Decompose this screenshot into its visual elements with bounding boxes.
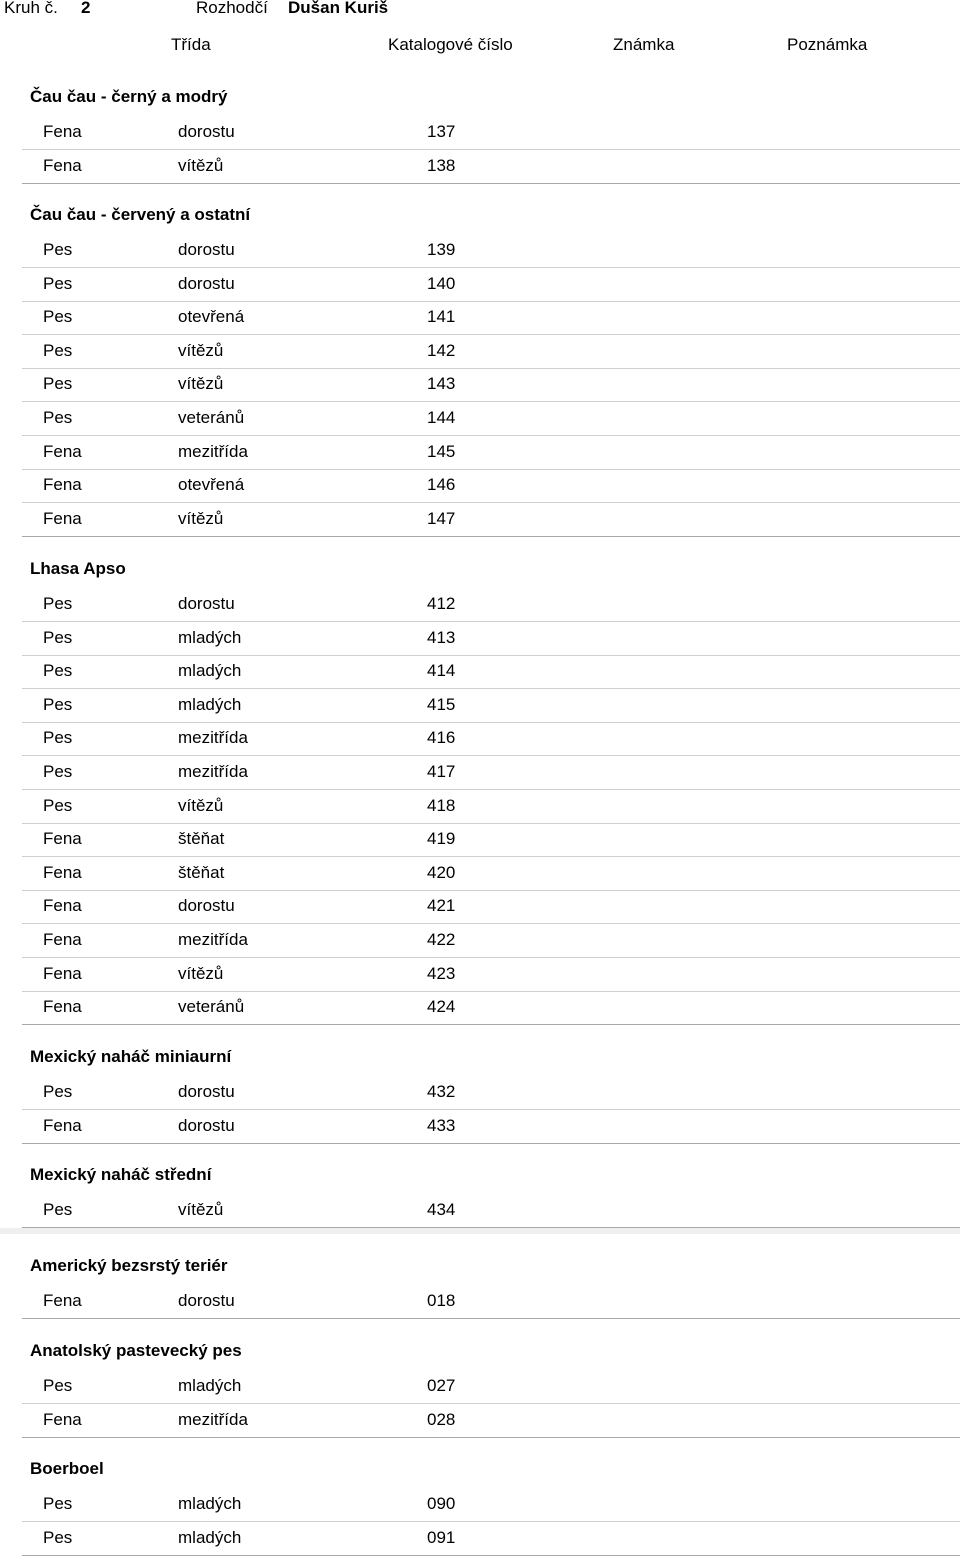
table-row <box>22 301 960 335</box>
entry-number: 433 <box>427 1115 456 1135</box>
entry-number: 028 <box>427 1409 456 1429</box>
entry-sex: Fena <box>43 441 82 461</box>
entry-class: mladých <box>178 1376 242 1395</box>
entry-sex: Fena <box>43 829 82 849</box>
entry-class: dorostu <box>178 240 235 259</box>
entry-sex: Pes <box>43 627 73 647</box>
table-row <box>22 790 960 824</box>
entry-class: dorostu <box>178 1115 235 1135</box>
entry-number: 143 <box>427 374 456 394</box>
entry-number: 144 <box>427 408 456 427</box>
breed-title: Anatolský pastevecký pes <box>30 1341 242 1360</box>
entry-sex: Pes <box>43 694 73 714</box>
column-catalog-number: Katalogové číslo <box>388 35 513 54</box>
entry-class: dorostu <box>178 1082 235 1101</box>
entry-class: mladých <box>178 1527 242 1547</box>
column-class: Třída <box>171 35 211 54</box>
entry-class: veteránů <box>178 408 245 427</box>
entry-number: 417 <box>427 762 456 781</box>
entry-number: 145 <box>427 441 456 461</box>
table-row <box>22 1522 960 1556</box>
entry-class: veteránů <box>178 997 245 1017</box>
table-row <box>22 1404 960 1438</box>
entry-class: mezitřída <box>178 762 248 781</box>
entry-class: mezitřída <box>178 1409 248 1429</box>
entry-number: 146 <box>427 475 456 495</box>
page-header <box>0 0 960 22</box>
entry-sex: Pes <box>43 307 73 327</box>
entry-class: otevřená <box>178 475 245 495</box>
entry-sex: Pes <box>43 374 73 394</box>
entry-number: 420 <box>427 862 456 882</box>
entry-class: vítězů <box>178 795 224 815</box>
entry-number: 432 <box>427 1082 456 1101</box>
entry-sex: Pes <box>43 340 73 360</box>
ring-number: 2 <box>81 0 91 17</box>
entry-sex: Pes <box>43 661 73 681</box>
entry-class: vítězů <box>178 155 224 175</box>
entry-class: mladých <box>178 627 242 647</box>
table-row <box>22 958 960 992</box>
entry-sex: Fena <box>43 122 82 141</box>
entry-sex: Pes <box>43 728 73 748</box>
entry-number: 140 <box>427 273 456 293</box>
entry-sex: Fena <box>43 963 82 983</box>
column-headers <box>0 35 960 57</box>
entry-sex: Pes <box>43 408 73 427</box>
breed-title: Boerboel <box>30 1459 104 1478</box>
page-break-band <box>0 1228 960 1234</box>
entry-number: 422 <box>427 930 456 949</box>
entry-number: 137 <box>427 122 456 141</box>
entry-class: dorostu <box>178 122 235 141</box>
table-row <box>22 1194 960 1228</box>
entry-number: 027 <box>427 1376 456 1395</box>
table-row <box>22 368 960 402</box>
entry-number: 142 <box>427 340 456 360</box>
entry-number: 139 <box>427 240 456 259</box>
entry-class: mezitřída <box>178 930 248 949</box>
table-row <box>22 436 960 470</box>
entry-number: 414 <box>427 661 456 681</box>
column-grade: Známka <box>613 35 675 54</box>
table-row <box>22 234 960 268</box>
entry-class: dorostu <box>178 273 235 293</box>
entry-number: 434 <box>427 1200 456 1219</box>
table-row <box>22 857 960 891</box>
entry-number: 090 <box>427 1494 456 1513</box>
entry-class: štěňat <box>178 829 225 849</box>
entry-sex: Fena <box>43 1291 82 1310</box>
table-row <box>22 588 960 622</box>
table-row <box>22 335 960 369</box>
table-row <box>22 116 960 150</box>
entry-number: 423 <box>427 963 456 983</box>
table-row <box>22 689 960 723</box>
entry-number: 418 <box>427 795 456 815</box>
table-row <box>22 1110 960 1144</box>
entry-class: vítězů <box>178 1200 224 1219</box>
table-row <box>22 503 960 537</box>
entry-number: 141 <box>427 307 456 327</box>
entry-sex: Fena <box>43 475 82 495</box>
entry-sex: Pes <box>43 240 73 259</box>
table-row <box>22 622 960 656</box>
table-row <box>22 1488 960 1522</box>
entry-sex: Pes <box>43 273 73 293</box>
entry-number: 419 <box>427 829 456 849</box>
table-row <box>22 1285 960 1319</box>
table-row <box>22 469 960 503</box>
table-row <box>22 890 960 924</box>
table-row <box>22 150 960 184</box>
table-row <box>22 1370 960 1404</box>
entry-sex: Fena <box>43 155 82 175</box>
entry-class: vítězů <box>178 340 224 360</box>
entry-sex: Fena <box>43 862 82 882</box>
entry-class: vítězů <box>178 374 224 394</box>
entry-number: 412 <box>427 594 456 613</box>
entry-class: vítězů <box>178 963 224 983</box>
judge-label: Rozhodčí <box>196 0 268 17</box>
entry-sex: Pes <box>43 762 73 781</box>
entry-number: 415 <box>427 694 456 714</box>
entry-sex: Pes <box>43 1200 73 1219</box>
entry-number: 018 <box>427 1291 456 1310</box>
entry-class: mladých <box>178 1494 242 1513</box>
entry-sex: Pes <box>43 1376 73 1395</box>
table-row <box>22 268 960 302</box>
entry-class: dorostu <box>178 1291 235 1310</box>
entry-sex: Fena <box>43 896 82 916</box>
entry-sex: Pes <box>43 795 73 815</box>
entry-class: mezitřída <box>178 441 248 461</box>
entry-number: 091 <box>427 1527 456 1547</box>
table-row <box>22 924 960 958</box>
table-row <box>22 655 960 689</box>
entry-class: štěňat <box>178 862 225 882</box>
entry-class: mladých <box>178 661 242 681</box>
breed-title: Mexický naháč střední <box>30 1165 212 1184</box>
entry-sex: Pes <box>43 1527 73 1547</box>
entry-sex: Fena <box>43 1409 82 1429</box>
entry-number: 413 <box>427 627 456 647</box>
table-row <box>22 1076 960 1110</box>
entry-class: mladých <box>178 694 242 714</box>
entry-number: 416 <box>427 728 456 748</box>
entry-sex: Pes <box>43 594 73 613</box>
column-note: Poznámka <box>787 35 868 54</box>
entry-number: 147 <box>427 508 456 528</box>
entry-class: otevřená <box>178 307 245 327</box>
entry-number: 424 <box>427 997 456 1017</box>
entry-class: mezitřída <box>178 728 248 748</box>
table-row <box>22 991 960 1025</box>
entry-sex: Fena <box>43 930 82 949</box>
breed-title: Čau čau - černý a modrý <box>30 87 228 106</box>
breed-title: Lhasa Apso <box>30 559 126 578</box>
entry-number: 421 <box>427 896 456 916</box>
table-row <box>22 823 960 857</box>
table-row <box>22 722 960 756</box>
judge-name: Dušan Kuriš <box>288 0 389 17</box>
entry-sex: Fena <box>43 1115 82 1135</box>
breed-title: Čau čau - červený a ostatní <box>30 205 251 224</box>
entry-sex: Fena <box>43 508 82 528</box>
table-row <box>22 756 960 790</box>
entry-sex: Fena <box>43 997 82 1017</box>
breed-title: Mexický naháč miniaurní <box>30 1047 232 1066</box>
entry-number: 138 <box>427 155 456 175</box>
breed-title: Americký bezsrstý teriér <box>30 1256 228 1275</box>
table-row <box>22 402 960 436</box>
entry-class: dorostu <box>178 594 235 613</box>
entry-class: vítězů <box>178 508 224 528</box>
ring-label: Kruh č. <box>4 0 58 17</box>
entry-sex: Pes <box>43 1494 73 1513</box>
entry-sex: Pes <box>43 1082 73 1101</box>
entry-class: dorostu <box>178 896 235 916</box>
